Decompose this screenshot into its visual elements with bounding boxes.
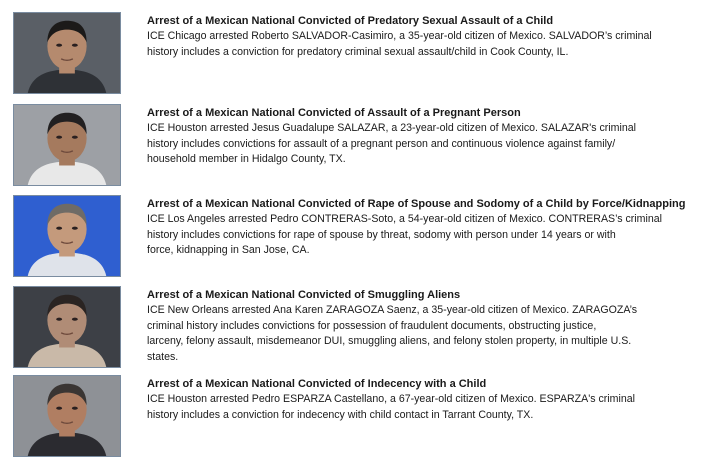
description-line: ICE New Orleans arrested Ana Karen ZARAGOZA Saenz, a 35-year-old citizen of Mexico. ZARAGOZA’s [147, 304, 638, 316]
mugshot-photo [13, 286, 121, 368]
description-line: history includes a conviction for indecency with child contact in Tarrant County, TX. [147, 408, 534, 421]
entry-title: Arrest of a Mexican National Convicted of Assault of a Pregnant Person [147, 107, 521, 119]
entry-text [147, 14, 693, 60]
description-line: ICE Houston arrested Jesus Guadalupe SALAZAR, a 23-year-old citizen of Mexico. SALAZAR's criminal [147, 122, 636, 134]
description-line: ICE Chicago arrested Roberto SALVADOR-Casimiro, a 35-year-old citizen of Mexico. SALVADOR’s criminal [147, 30, 652, 42]
description-line: ICE Houston arrested Pedro ESPARZA Castellano, a 67-year-old citizen of Mexico. ESPARZA's criminal [147, 393, 635, 405]
portrait-silhouette [14, 105, 120, 185]
entry-text [147, 197, 693, 259]
mugshot-photo [13, 375, 121, 457]
entry-description [147, 392, 693, 423]
description-line: history includes convictions for assault of a pregnant person and continuous violence against family/ [147, 137, 616, 150]
entry-description [147, 121, 693, 168]
description-line: ICE Los Angeles arrested Pedro CONTRERAS-Soto, a 54-year-old citizen of Mexico. CONTRERAS’s criminal [147, 213, 662, 225]
entry-text [147, 288, 693, 365]
portrait-silhouette [14, 287, 120, 367]
portrait-silhouette [14, 376, 120, 456]
description-line: history includes a conviction for predatory criminal sexual assault/child in Cook County, IL. [147, 45, 569, 58]
entry-title: Arrest of a Mexican National Convicted of Rape of Spouse and Sodomy of a Child by Force/Kidnapping [147, 198, 686, 210]
entry-text [147, 106, 693, 168]
entry-description [147, 303, 693, 365]
arrest-entry [13, 195, 693, 279]
description-line: states. [147, 350, 179, 363]
description-line: force, kidnapping in San Jose, CA. [147, 244, 310, 257]
arrest-entry [13, 286, 693, 370]
mugshot-photo [13, 12, 121, 94]
entry-description [147, 29, 693, 60]
arrest-entry [13, 104, 693, 188]
arrest-entry [13, 375, 693, 459]
description-line: larceny, felony assault, misdemeanor DUI, smuggling aliens, and felony stolen property, in multiple U.S. [147, 335, 632, 348]
entry-title: Arrest of a Mexican National Convicted of Smuggling Aliens [147, 289, 461, 301]
mugshot-photo [13, 104, 121, 186]
mugshot-photo [13, 195, 121, 277]
portrait-silhouette [14, 13, 120, 93]
entry-text [147, 377, 693, 423]
description-line: history includes convictions for rape of spouse by threat, sodomy with person under 14 years or with [147, 228, 616, 241]
entry-title: Arrest of a Mexican National Convicted of Indecency with a Child [147, 378, 487, 390]
description-line: criminal history includes convictions for possession of fraudulent documents, obstructing justice, [147, 319, 597, 332]
arrest-entry [13, 12, 693, 96]
portrait-silhouette [14, 196, 120, 276]
entry-description [147, 212, 693, 259]
description-line: household member in Hidalgo County, TX. [147, 153, 346, 166]
entry-title: Arrest of a Mexican National Convicted of Predatory Sexual Assault of a Child [147, 15, 554, 27]
